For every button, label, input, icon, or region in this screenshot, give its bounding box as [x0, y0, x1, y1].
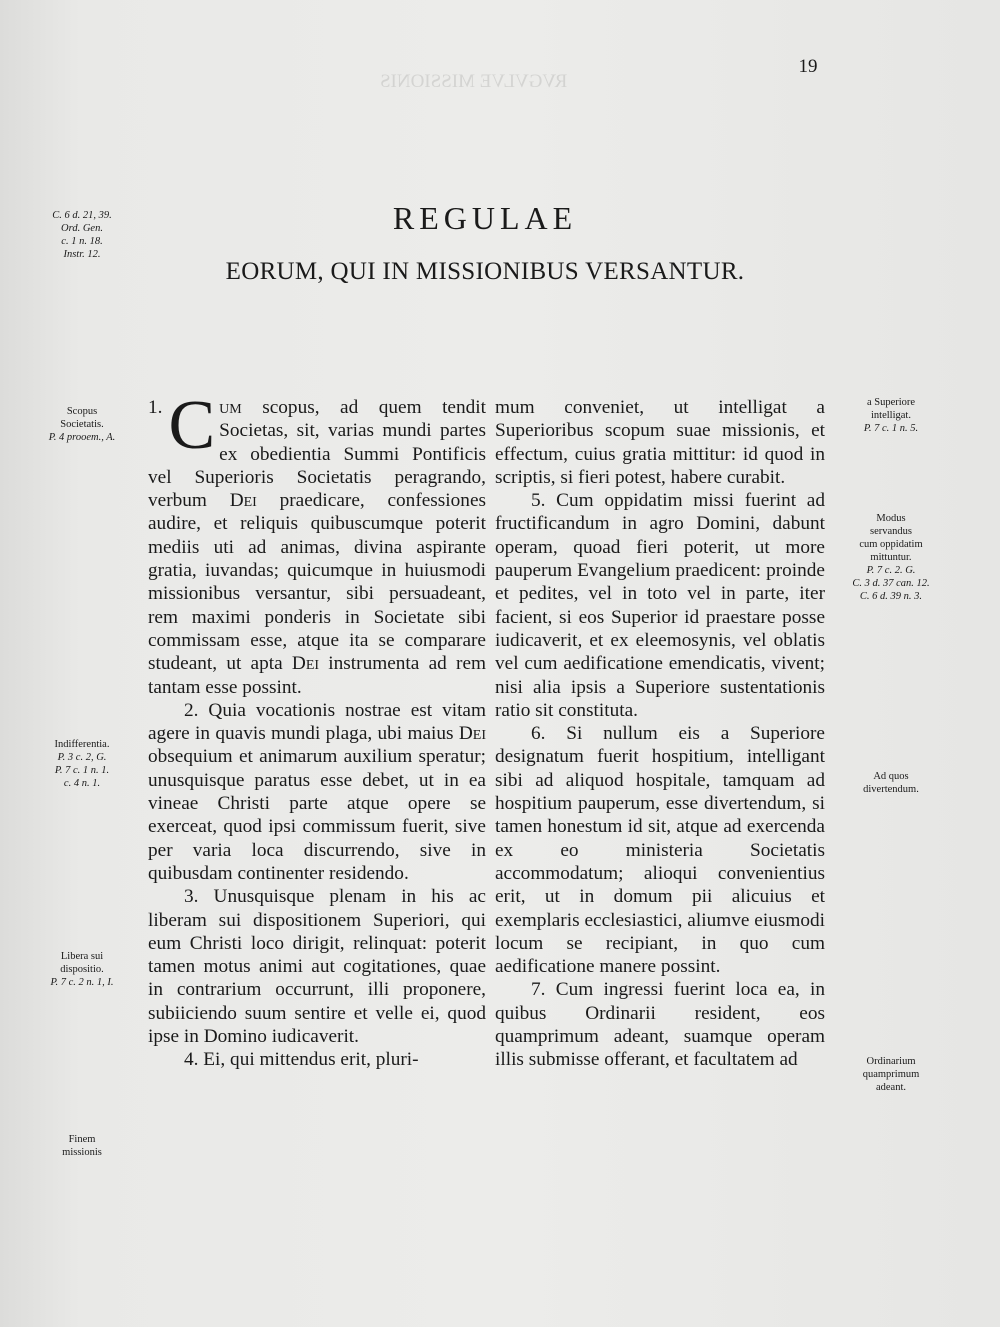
- margin-note-title: Libera sui: [60, 951, 104, 962]
- paragraph-text: obsequium et animarum auxilium speratur; unusquisque paratus esse debet, ut in ea vineae Christi parte atque opere se exerceat, quod ipsi commissum fuerit, sive per varia loca discurrendo, sive in quibusdam continenter residendo.: [148, 746, 486, 884]
- margin-note-title: mittuntur.: [870, 552, 912, 563]
- text-column-left: [148, 387, 486, 1072]
- margin-note-references: [22, 209, 142, 261]
- page-number: 19: [798, 56, 818, 77]
- margin-note-title: Finem: [68, 1134, 96, 1145]
- page-title: REGULAE: [392, 200, 578, 236]
- margin-note-title: divertendum.: [863, 784, 919, 795]
- margin-ref: P. 7 c. 1 n. 1.: [54, 765, 110, 776]
- margin-note-title: missionis: [62, 1147, 102, 1158]
- margin-ref: P. 4 prooem., A.: [48, 432, 116, 443]
- margin-note-title: Modus: [876, 513, 906, 524]
- paragraph-4: 4. Ei, qui mittendus erit, pluri-: [184, 1049, 419, 1071]
- margin-note-title: Societatis.: [60, 419, 104, 430]
- margin-note-title: quamprimum: [862, 1069, 920, 1080]
- margin-note-scopus: [22, 405, 142, 444]
- margin-note-ordinarium: [836, 1055, 946, 1094]
- margin-ref: P. 3 c. 2, G.: [57, 752, 107, 763]
- small-caps-text: Dei: [291, 653, 320, 675]
- margin-note-title: adeant.: [875, 1082, 907, 1093]
- paragraph-text: instrumenta ad rem tantam esse possint.: [148, 653, 486, 698]
- small-caps-text: Dei: [458, 723, 486, 745]
- margin-ref: P. 7 c. 2. G.: [866, 565, 916, 576]
- margin-note-indifferentia: [22, 738, 142, 790]
- margin-note-title: Scopus: [66, 406, 98, 417]
- paragraph-2: [148, 699, 486, 885]
- paragraph-text: 2. Quia vocationis nostrae est vitam agere in quavis mundi plaga, ubi maius: [148, 699, 486, 745]
- paragraph-6: 6. Si nullum eis a Superiore designatum fuerit hospitium, intelligant sibi ad aliquod hospitale, tamquam ad hospitium pauperum, esse divertendum, si tamen honestum id sit, atque ad exercenda ex eo ministeria Societatis accommodatum; alioqui convenientius erit, ut in domum pii alicuius et exemplaris ecclesiastici, aliumve eiusmodi locum se recipiant, in quo cum aedificatione manere possint.: [495, 723, 825, 978]
- bleed-through-texture: RVGVLVE MISSIONIS: [380, 71, 568, 92]
- small-caps-text: Dei: [229, 490, 257, 512]
- margin-note-title: intelligat.: [871, 410, 911, 421]
- page-subtitle: EORUM, QUI IN MISSIONIBUS VERSANTUR.: [225, 258, 745, 285]
- margin-ref: c. 4 n. 1.: [63, 778, 101, 789]
- margin-note-divertendum: [836, 770, 946, 796]
- paragraph-text: praedicare, confessiones audire, et reliquis quibuscumque poterit mediis uti ad animas, divina aspirante gratia, iuvandas; quicumque in huiusmodi missionibus versantur, sibi persuadeant, rem maximi ponderis in Societate sibi commissam esse, atque ita se comparare studeant, ut apta: [148, 490, 486, 675]
- margin-note-title: cum oppidatim: [859, 539, 923, 550]
- margin-ref: C. 6 d. 21, 39.: [52, 210, 112, 221]
- margin-ref: P. 7 c. 1 n. 5.: [863, 423, 919, 434]
- margin-ref: P. 7 c. 2 n. 1, I.: [50, 977, 114, 988]
- margin-ref: Instr. 12.: [63, 249, 101, 260]
- paragraph-4-continued: mum conveniet, ut intelligat a Superioribus scopum suae missionis, et effectum, cuius gratia mittitur: id quod in scriptis, si fieri potest, habere curabit.: [495, 397, 825, 488]
- paragraph-number: 1.: [148, 397, 163, 418]
- margin-ref: C. 6 d. 39 n. 3.: [859, 591, 923, 602]
- margin-ref: C. 3 d. 37 can. 12.: [852, 578, 930, 589]
- margin-note-title: Indifferentia.: [54, 739, 110, 750]
- margin-note-title: Ordinarium: [866, 1056, 916, 1067]
- paragraph-text: scopus, ad quem tendit Societas, sit, varias mundi partes ex obedientia Summi Pontificis vel Superioris Societatis peragrando, verbum: [148, 397, 486, 512]
- drop-cap: C: [168, 387, 216, 464]
- text-column-right: [495, 396, 825, 1072]
- margin-note-title: a Superiore: [866, 397, 916, 408]
- margin-note-modus: [836, 512, 946, 603]
- margin-note-finem: [22, 1133, 142, 1159]
- paragraph-7: 7. Cum ingressi fuerint loca ea, in quibus Ordinarii resident, eos quamprimum adeant, suamque operam illis submisse offerant, et facultatem ad: [495, 979, 825, 1071]
- margin-note-title: servandus: [870, 526, 912, 537]
- paragraph-3: 3. Unusquisque plenam in his ac liberam sui dispositionem Superiori, qui eum Christi loco dirigit, relinquat: poterit tamen motus animi aut cogitationes, quae in contrarium occurrunt, illi proponere, subiiciendo suum sentire et velle ei, quod ipse in Domino iudicaverit.: [148, 886, 486, 1048]
- margin-note-libera: [22, 950, 142, 989]
- margin-ref: c. 1 n. 18.: [61, 236, 103, 247]
- margin-note-title: dispositio.: [60, 964, 104, 975]
- margin-note-superiore: [836, 396, 946, 435]
- margin-note-title: Ad quos: [873, 771, 909, 782]
- small-caps-text: um: [219, 397, 242, 418]
- paragraph-1: [148, 387, 486, 699]
- margin-ref: Ord. Gen.: [61, 223, 103, 234]
- paragraph-5: 5. Cum oppidatim missi fuerint ad fructificandum in agro Domini, dabunt operam, quoad fieri poterit, ut more pauperum Evangelium praedicent: proinde et pedites, vel in toto vel in parte, iter facient, si eos Superior id praestare posse iudicaverit, et ex eleemosynis, vel oblatis vel cum aedificatione emendicatis, vivent; nisi alia ipsis a Superiore sustentationis ratio sit constituta.: [495, 490, 825, 721]
